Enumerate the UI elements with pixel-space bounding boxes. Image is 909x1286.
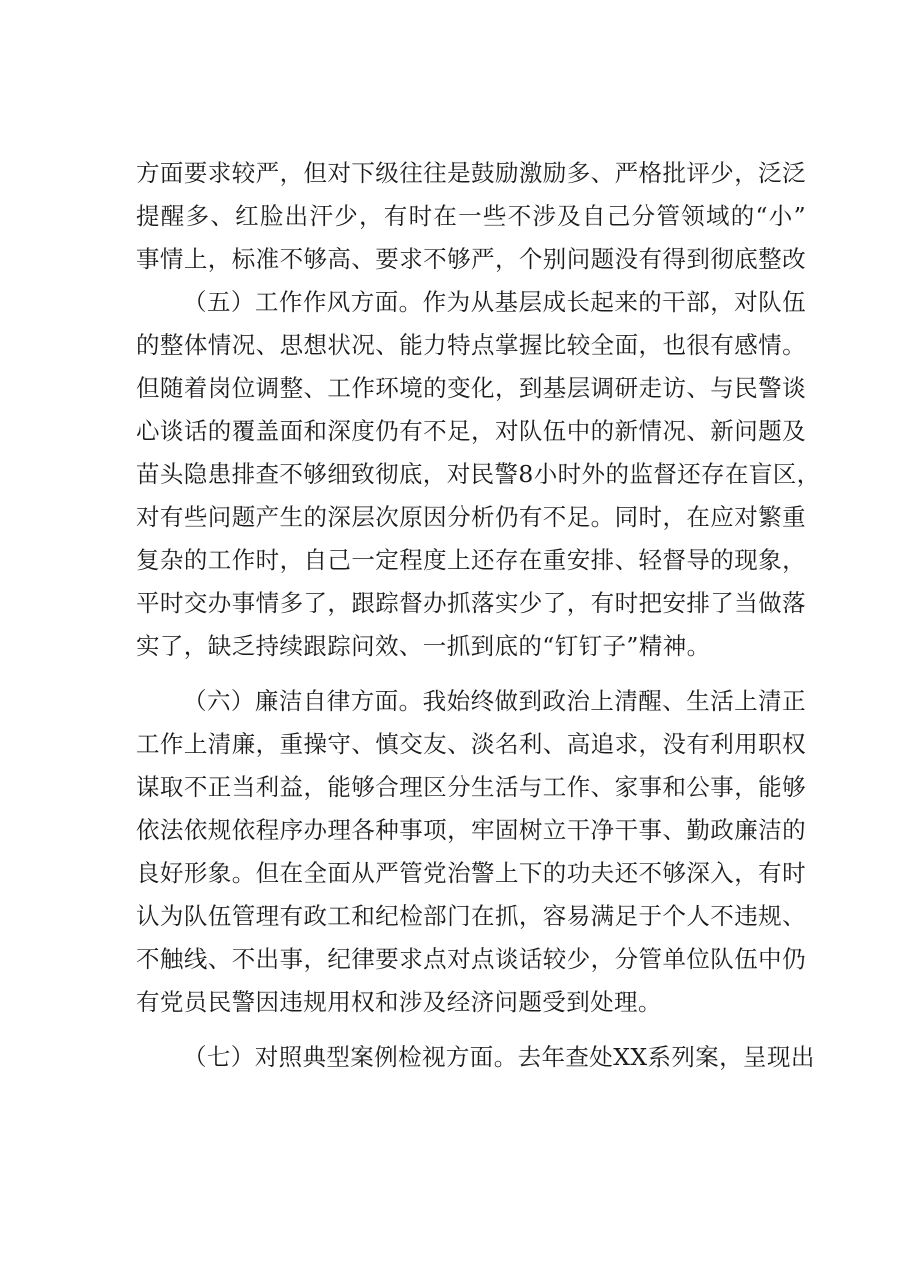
text-line: 心谈话的覆盖面和深度仍有不足，对队伍中的新情况、新问题及: [136, 417, 806, 445]
paragraph-gap: [136, 668, 806, 680]
paragraph-gap: [136, 1024, 806, 1036]
text-line: 的整体情况、思想状况、能力特点掌握比较全面，也很有感情。: [136, 331, 806, 359]
text-line: 工作上清廉，重操守、慎交友、淡名利、高追求，没有利用职权: [136, 730, 806, 758]
text-line: 有党员民警因违规用权和涉及经济问题受到处理。: [136, 988, 662, 1016]
paragraph-continuation: [136, 152, 806, 281]
paragraph-integrity: [136, 680, 806, 1024]
document-body: [136, 152, 821, 1079]
text-line: （六）廉洁自律方面。我始终做到政治上清醒、生活上清正: [183, 687, 806, 715]
text-line: 事情上，标准不够高、要求不够严，个别问题没有得到彻底整改: [136, 245, 806, 273]
text-line: 良好形象。但在全面从严管党治警上下的功夫还不够深入，有时: [136, 859, 806, 887]
text-line: 认为队伍管理有政工和纪检部门在抓，容易满足于个人不违规、: [136, 902, 806, 930]
text-line: 平时交办事情多了，跟踪督办抓落实少了，有时把安排了当做落: [136, 589, 806, 617]
paragraph-case-review: [136, 1036, 815, 1079]
text-line: 谋取不正当利益，能够合理区分生活与工作、家事和公事，能够: [136, 773, 806, 801]
text-line: （七）对照典型案例检视方面。去年查处XX系列案，呈现出: [183, 1043, 815, 1071]
text-line: 但随着岗位调整、工作环境的变化，到基层调研走访、与民警谈: [136, 374, 806, 402]
text-line: 对有些问题产生的深层次原因分析仍有不足。同时，在应对繁重: [136, 503, 806, 531]
text-line: 不触线、不出事，纪律要求点对点谈话较少，分管单位队伍中仍: [136, 945, 806, 973]
text-line: （五）工作作风方面。作为从基层成长起来的干部，对队伍: [183, 288, 806, 316]
text-line: 依法依规依程序办理各种事项，牢固树立干净干事、勤政廉洁的: [136, 816, 806, 844]
text-line: 实了，缺乏持续跟踪问效、一抓到底的“钉钉子”精神。: [136, 632, 711, 660]
text-line: 复杂的工作时，自己一定程度上还存在重安排、轻督导的现象，: [136, 546, 806, 574]
text-line: 苗头隐患排查不够细致彻底，对民警8小时外的监督还存在盲区，: [136, 460, 821, 488]
text-line: 提醒多、红脸出汗少，有时在一些不涉及自己分管领域的“小”: [136, 202, 806, 230]
text-line: 方面要求较严，但对下级往往是鼓励激励多、严格批评少，泛泛: [136, 159, 806, 187]
paragraph-work-style: [136, 281, 821, 668]
